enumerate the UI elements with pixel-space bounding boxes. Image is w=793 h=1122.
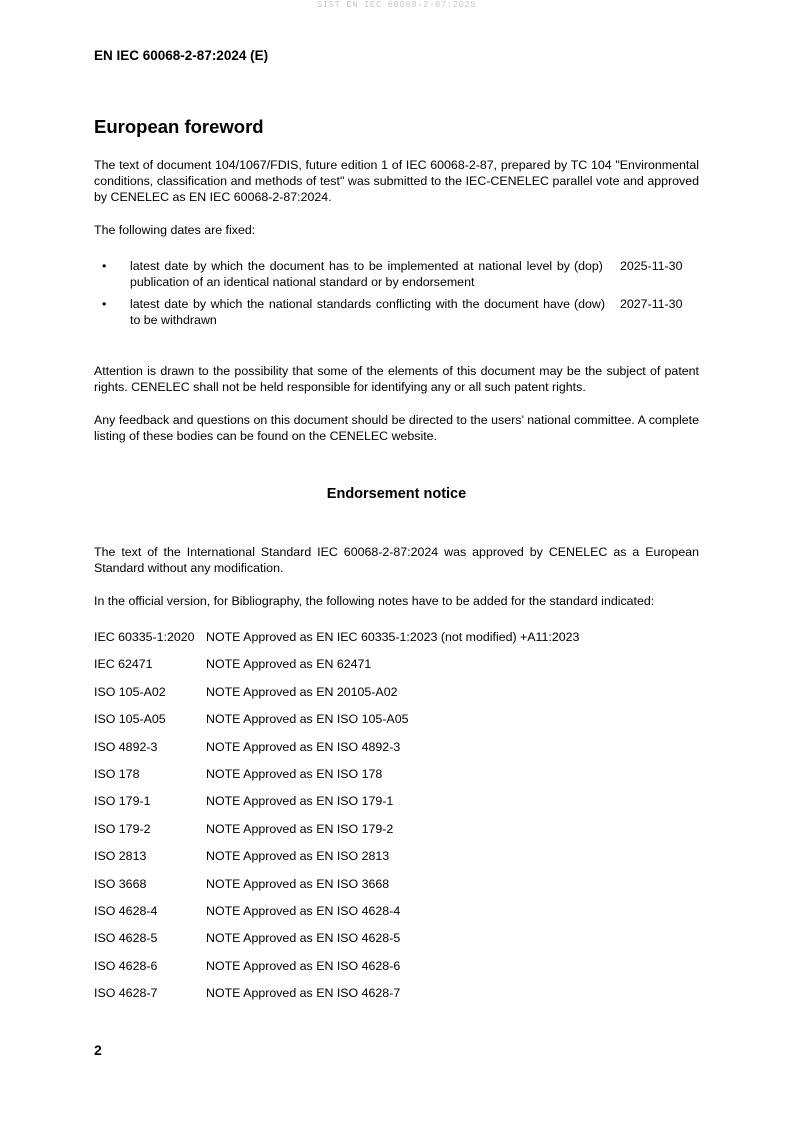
foreword-paragraph-2: The following dates are fixed: (94, 223, 256, 237)
bullet-symbol: • (102, 297, 107, 311)
foreword-paragraph-1: The text of document 104/1067/FDIS, future edition 1 of IEC 60068-2-87, prepared by TC 104 "Environmental conditions, classification and methods of test" was submitted to the IEC-CENELEC parallel vote and approved by CENELEC as EN IEC 60068-2-87:2024. (94, 158, 699, 204)
note-text: NOTE Approved as EN IEC 60335-1:2023 (not modified) +A11:2023 (206, 630, 580, 644)
note-standard: ISO 3668 (94, 876, 147, 891)
note-text: NOTE Approved as EN ISO 4628-4 (206, 904, 401, 918)
note-text: NOTE Approved as EN ISO 2813 (206, 849, 390, 864)
note-text: NOTE Approved as EN 62471 (206, 657, 372, 672)
bullet-text: latest date by which the national standards conflicting with the document have to be withdrawn (130, 297, 570, 327)
foreword-paragraph-3: Attention is drawn to the possibility that some of the elements of this document may be the subject of patent rights. CENELEC shall not be held responsible for identifying any or all such patent rights. (94, 364, 699, 394)
endorsement-heading: Endorsement notice (326, 486, 467, 502)
page-number: 2 (94, 1042, 102, 1058)
note-text: NOTE Approved as EN ISO 4628-5 (206, 931, 401, 946)
foreword-paragraph-4: Any feedback and questions on this document should be directed to the users’ national committee. A complete listing of these bodies can be found on the CENELEC website. (94, 413, 699, 443)
bullet-code: (dop) (574, 259, 603, 273)
note-standard: ISO 178 (94, 767, 140, 781)
note-standard: ISO 4628-4 (94, 904, 158, 918)
note-standard: IEC 62471 (94, 657, 153, 672)
bullet-date: 2027-11-30 (620, 297, 683, 311)
bullet-date: 2025-11-30 (620, 259, 683, 273)
bullet-code: (dow) (574, 297, 605, 311)
endorsement-paragraph-1: The text of the International Standard IEC 60068-2-87:2024 was approved by CENELEC as a European Standard without any modification. (94, 545, 699, 575)
note-standard: ISO 4628-7 (94, 986, 158, 1001)
note-standard: ISO 2813 (94, 849, 147, 864)
foreword-heading: European foreword (94, 116, 264, 137)
bullet-symbol: • (102, 259, 107, 273)
note-text: NOTE Approved as EN ISO 178 (206, 767, 383, 781)
note-standard: ISO 4892-3 (94, 739, 158, 754)
note-text: NOTE Approved as EN ISO 4628-6 (206, 958, 401, 973)
note-text: NOTE Approved as EN 20105-A02 (206, 684, 398, 699)
note-text: NOTE Approved as EN ISO 179-1 (206, 794, 394, 809)
note-text: NOTE Approved as EN ISO 4628-7 (206, 986, 401, 1001)
bullet-text: latest date by which the document has to be implemented at national level by publication of an identical national standard or by endorsement (130, 259, 570, 289)
note-standard: IEC 60335-1:2020 (94, 630, 195, 644)
note-standard: ISO 4628-6 (94, 958, 158, 973)
note-standard: ISO 179-1 (94, 794, 151, 809)
note-standard: ISO 4628-5 (94, 931, 158, 946)
watermark: SIST EN IEC 60068-2-87:2025 (316, 0, 477, 10)
note-standard: ISO 105-A02 (94, 684, 166, 699)
endorsement-paragraph-2: In the official version, for Bibliography, the following notes have to be added for the standard indicated: (94, 594, 655, 608)
note-standard: ISO 105-A05 (94, 712, 166, 727)
note-text: NOTE Approved as EN ISO 105-A05 (206, 712, 409, 727)
note-text: NOTE Approved as EN ISO 3668 (206, 876, 390, 891)
note-standard: ISO 179-2 (94, 821, 151, 836)
document-id-header: EN IEC 60068-2-87:2024 (E) (94, 48, 269, 63)
note-text: NOTE Approved as EN ISO 4892-3 (206, 739, 401, 754)
note-text: NOTE Approved as EN ISO 179-2 (206, 821, 394, 836)
